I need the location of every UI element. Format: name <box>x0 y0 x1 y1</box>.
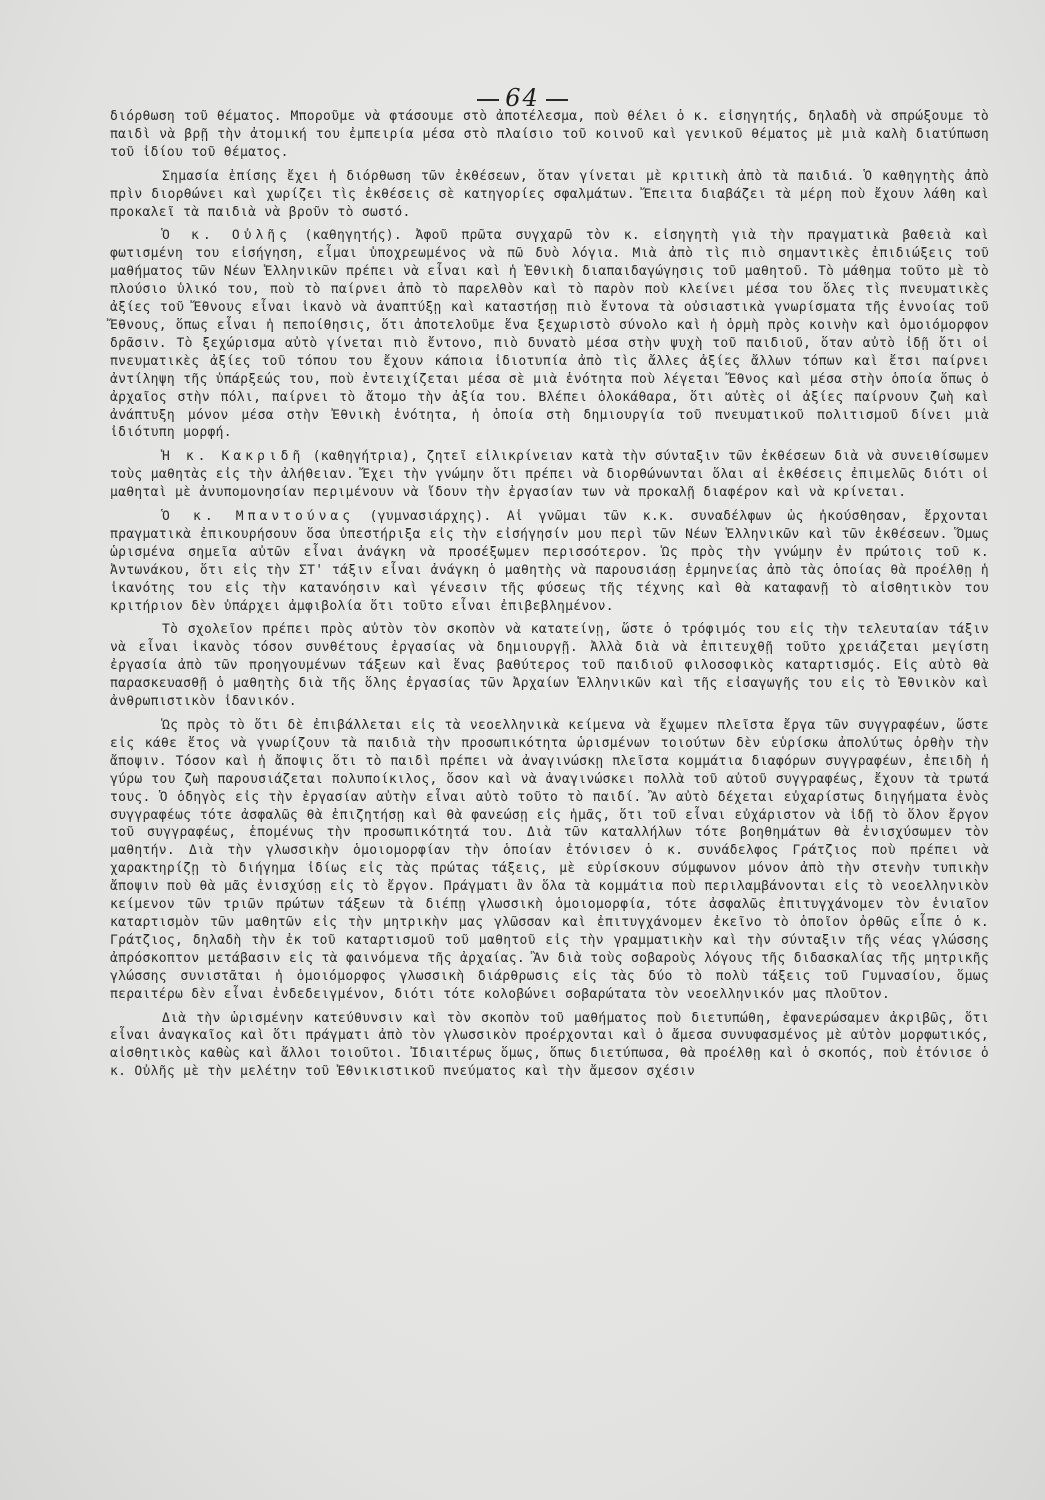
dash-right <box>546 99 568 101</box>
paragraph-5 <box>110 508 989 615</box>
speaker-oulis: Ὁ κ. Οὐλῆς <box>162 228 291 244</box>
paragraph-5-text: (γυμνασιάρχης). Αἱ γνῶμαι τῶν κ.κ. συναδέλφων ὡς ἠκούσθησαν, ἔρχονται πραγματικὰ ἐπικουρήσουν ὅσα ὑπεστήριξα εἰς τὴν εἰσήγησίν μου περὶ τῶν Νέων Ἑλληνικῶν καὶ τῶν ἐκθέσεων. Ὅμως ὡρισμένα σημεῖα αὐτῶν εἶναι ἀνάγκη νὰ προσέξωμεν περισσότερον. Ὡς πρὸς τὴν γνώμην ἐν πρώτοις τοῦ κ. Ἀντωνάκου, ὅτι εἰς τὴν ΣΤ' τάξιν εἶναι ἀνάγκη ὁ μαθητὴς νὰ παρουσιάσῃ ἑρμηνείας ἀπὸ τὰς ὁποίας θὰ προέλθῃ ἡ ἱκανότης του εἰς τὴν κατανόησιν καὶ γένεσιν τῆς φύσεως τῆς τέχνης καὶ θὰ καταφανῇ τὸ αἰσθητικὸν του κριτήριον δὲν ὑπάρχει ἀμφιβολία ὅτι τοῦτο εἶναι ἐπιβεβλημένον. <box>110 509 989 614</box>
page-number-text: 64 <box>505 84 540 112</box>
paragraph-7: Ὡς πρὸς τὸ ὅτι δὲ ἐπιβάλλεται εἰς τὰ νεοελληνικὰ κείμενα νὰ ἔχωμεν πλεῖστα ἔργα τῶν συγγραφέων, ὥστε εἰς κάθε ἔτος νὰ γνωρίζουν τὰ παιδιὰ τὴν προσωπικότητα ὡρισμένων τοιούτων δὲν εὑρίσκω ἀπολύτως ὀρθὴν τὴν ἄποψιν. Τόσον καὶ ἡ ἄποψις ὅτι τὸ παιδὶ πρέπει νὰ ἀναγινώσκῃ πλεῖστα κομμάτια διαφόρων συγγραφέων, ἐπειδὴ ἡ γύρω του ζωὴ παρουσιάζεται πολυποίκιλος, ὅσον καὶ νὰ ἀναγινώσκει πολλὰ τοῦ αὐτοῦ συγγραφέως, ἔχουν τὰ τρωτά τους. Ὁ ὁδηγὸς εἰς τὴν ἐργασίαν αὐτὴν εἶναι αὐτὸ τοῦτο τὸ παιδί. Ἂν αὐτὸ δέχεται εὐχαρίστως διηγήματα ἑνὸς συγγραφέως τότε ἀσφαλῶς θὰ ἐπιζητήσῃ καὶ θὰ φανεώσῃ εἰς ἡμᾶς, ὅτι τοῦ εἶναι εὐχάριστον νὰ ἰδῇ τὸ ὅλον ἔργον τοῦ συγγραφέως, ἑπομένως τὴν προσωπικότητά του. Διὰ τῶν καταλλήλων τότε βοηθημάτων θὰ ἐνισχύσωμεν τὸν μαθητήν. Διὰ τὴν γλωσσικὴν ὁμοιομορφίαν τὴν ὁποίαν ἐτόνισεν ὁ κ. συνάδελφος Γράτζιος ποὺ πρέπει νὰ χαρακτηρίζῃ τὸ διήγημα ἰδίως εἰς τὰς πρώτας τάξεις, μὲ εὑρίσκουν σύμφωνον μόνον ἀπὸ τὴν στενὴν τυπικὴν ἄποψιν ποὺ θὰ μᾶς ἐνισχύσῃ εἰς τὸ ἔργον. Πράγματι ἂν ὅλα τὰ κομμάτια ποὺ περιλαμβάνονται εἰς τὸ νεοελληνικὸν κείμενον τῶν τριῶν πρώτων τάξεων τὰ διέπῃ γλωσσικὴ ὁμοιομορφία, τότε ἀσφαλῶς ἐπιτυγχάνομεν τὸν ἑνιαῖον καταρτισμὸν τῶν μαθητῶν εἰς τὴν μητρικὴν μας γλῶσσαν καὶ ἐπιτυγχάνομεν ἐκεῖνο τὸ ὁποῖον ὀρθῶς εἶπε ὁ κ. Γράτζιος, δηλαδὴ τὴν ἐκ τοῦ καταρτισμοῦ τοῦ μαθητοῦ εἰς τὴν γραμματικὴν καὶ τὴν σύνταξιν τῆς νέας γλώσσης ἀπρόσκοπτον μετάβασιν εἰς τὰ φαινόμενα τῆς ἀρχαίας. Ἂν διὰ τοὺς σοβαροὺς λόγους τῆς διδασκαλίας τῆς μητρικῆς γλώσσης συνιστᾶται ἡ ὁμοιόμορφος γλωσσικὴ διάρθρωσις εἰς τὰς δύο τὸ πολὺ τάξεις τοῦ Γυμνασίου, ὅμως περαιτέρω δὲν εἶναι ἐνδεδειγμένον, διότι τότε κολοβώνει σοβαρώτατα τὸν νεοελληνικόν μας πλοῦτον. <box>110 718 989 1002</box>
paragraph-1: διόρθωση τοῦ θέματος. Μποροῦμε νὰ φτάσουμε στὸ ἀποτέλεσμα, ποὺ θέλει ὁ κ. εἰσηγητής, δηλαδὴ νὰ σπρώξουμε τὸ παιδὶ νὰ βρῇ τὴν ἀτομική του ἐμπειρία μέσα στὸ πλαίσιο τοῦ κοινοῦ καὶ γενικοῦ θέματος μὲ μιὰ καλὴ διατύπωση τοῦ ἰδίου τοῦ θέματος. <box>110 109 989 160</box>
dash-left <box>477 99 499 101</box>
page-number <box>0 84 1045 112</box>
paragraph-3-text: (καθηγητής). Ἀφοῦ πρῶτα συγχαρῶ τὸν κ. εἰσηγητὴ γιὰ τὴν πραγματικὰ βαθειὰ καὶ φωτισμένη του εἰσήγηση, εἶμαι ὑποχρεωμένος νὰ πῶ δυὸ λόγια. Μιὰ ἀπὸ τὶς πιὸ σημαντικὲς ἐπιδιώξεις τοῦ μαθήματος τῶν Νέων Ἑλληνικῶν πρέπει νὰ εἶναι καὶ ἡ Ἐθνικὴ διαπαιδαγώγησις τοῦ μαθητοῦ. Τὸ μάθημα τοῦτο μὲ τὸ πλούσιο ὑλικό του, ποὺ τὸ παίρνει ἀπὸ τὸ παρελθὸν καὶ τὸ παρὸν ποὺ κλείνει μέσα του ὅλες τὶς πνευματικὲς ἀξίες τοῦ Ἔθνους εἶναι ἱκανὸ νὰ ἀναπτύξῃ καὶ καταστήσῃ πιὸ ἔντονα τὰ οὐσιαστικὰ γνωρίσματα τῆς ἐννοίας τοῦ Ἔθνους, ὅπως εἶναι ἡ πεποίθησις, ὅτι ἀποτελοῦμε ἕνα ξεχωριστὸ σύνολο καὶ ἡ ὁρμὴ πρὸς κοινὴν καὶ ὁμοιόμορφον δρᾶσιν. Τὸ ξεχώρισμα αὐτὸ γίνεται πιὸ ἔντονο, πιὸ δυνατὸ μέσα στὴν ψυχὴ τοῦ παιδιοῦ, ὅταν αὐτὸ ἰδῇ ὅτι οἱ πνευματικὲς ἀξίες τοῦ τόπου του ἔχουν κάποια ἰδιοτυπία ἀπὸ τὶς ἄλλες ἀξίες ἄλλων τόπων καὶ ἔτσι παίρνει ἀντίληψη τῆς ὑπάρξεώς του, ποὺ ἐντειχίζεται μέσα σὲ μιὰ ἑνότητα ποὺ λέγεται Ἔθνος καὶ μέσα στὴν ὁποία ὅπως ὁ ἀρχαῖος στὴν πόλι, παίρνει τὸ ἄτομο τὴν ἀξία του. Βλέπει ὁλοκάθαρα, ὅτι αὐτὲς οἱ ἀξίες παίρνουν ζωὴ καὶ ἀνάπτυξη μόνον μέσα στὴν Ἐθνικὴ ἑνότητα, ἡ ὁποία στὴ δημιουργία τοῦ πνευματικοῦ πολιτισμοῦ δίνει μιὰ ἰδιότυπη μορφή. <box>110 228 989 441</box>
paragraph-6: Τὸ σχολεῖον πρέπει πρὸς αὐτὸν τὸν σκοπὸν νὰ κατατείνῃ, ὥστε ὁ τρόφιμός του εἰς τὴν τελευταίαν τάξιν νὰ εἶναι ἱκανὸς τόσον συνθέτους ἐργασίας νὰ δημιουργῇ. Ἀλλὰ διὰ νὰ ἐπιτευχθῇ τοῦτο χρειάζεται μεγίστη ἐργασία ἀπὸ τῶν προηγουμένων τάξεων καὶ ἕνας βαθύτερος τοῦ παιδιοῦ φιλοσοφικὸς καταρτισμός. Εἰς αὐτὸ θὰ παρασκευασθῇ ὁ μαθητὴς διὰ τῆς ὅλης ἐργασίας τῶν Ἀρχαίων Ἑλληνικῶν καὶ τῆς εἰσαγωγῆς του εἰς τὸ Ἐθνικὸν καὶ ἀνθρωπιστικὸν ἰδανικόν. <box>110 622 989 710</box>
paragraph-2: Σημασία ἐπίσης ἔχει ἡ διόρθωση τῶν ἐκθέσεων, ὅταν γίνεται μὲ κριτικὴ ἀπὸ τὰ παιδιά. Ὁ καθηγητὴς ἀπὸ πρὶν διορθώνει καὶ χωρίζει τὶς ἐκθέσεις σὲ κατηγορίες σφαλμάτων. Ἔπειτα διαβάζει τὰ μέρη ποὺ ἔχουν λάθη καὶ προκαλεῖ τὰ παιδιὰ νὰ βροῦν τὸ σωστό. <box>110 168 989 220</box>
paragraph-4-text: (καθηγήτρια), ζητεῖ εἰλικρίνειαν κατὰ τὴν σύνταξιν τῶν ἐκθέσεων διὰ νὰ συνειθίσωμεν τοὺς μαθητὰς εἰς τὴν ἀλήθειαν. Ἔχει τὴν γνώμην ὅτι πρέπει νὰ διορθώνωνται ὅλαι αἱ ἐκθέσεις ἐπιμελῶς διότι οἱ μαθηταὶ μὲ ἀνυπομονησίαν περιμένουν νὰ ἴδουν τὴν ἐργασίαν των νὰ προκαλῇ διαφέρον καὶ νὰ κρίνεται. <box>110 449 989 501</box>
speaker-mpantounas: Ὁ κ. Μπαντούνας <box>162 509 355 525</box>
paragraph-4 <box>110 448 989 502</box>
speaker-kakridi: Ἡ κ. Κακριδῆ <box>162 449 305 465</box>
paragraph-3 <box>110 227 989 442</box>
paragraph-8: Διὰ τὴν ὡρισμένην κατεύθυνσιν καὶ τὸν σκοπὸν τοῦ μαθήματος ποὺ διετυπώθη, ἐφανερώσαμεν ἀκριβῶς, ὅτι εἶναι ἀναγκαῖος καὶ ὅτι πράγματι ἀπὸ τὸν γλωσσικὸν προέρχονται καὶ ὁ ἄμεσα συνυφασμένος μὲ αὐτὸν μορφωτικός, αἰσθητικὸς καθὼς καὶ ἄλλοι τοιοῦτοι. Ἰδιαιτέρως ὅμως, ὅπως διετύπωσα, θὰ προέλθῃ καὶ ὁ σκοπός, ποὺ ἐτόνισε ὁ κ. Οὐλῆς μὲ τὴν μελέτην τοῦ Ἐθνικιστικοῦ πνεύματος καὶ τὴν ἄμεσον σχέσιν <box>110 1010 989 1080</box>
